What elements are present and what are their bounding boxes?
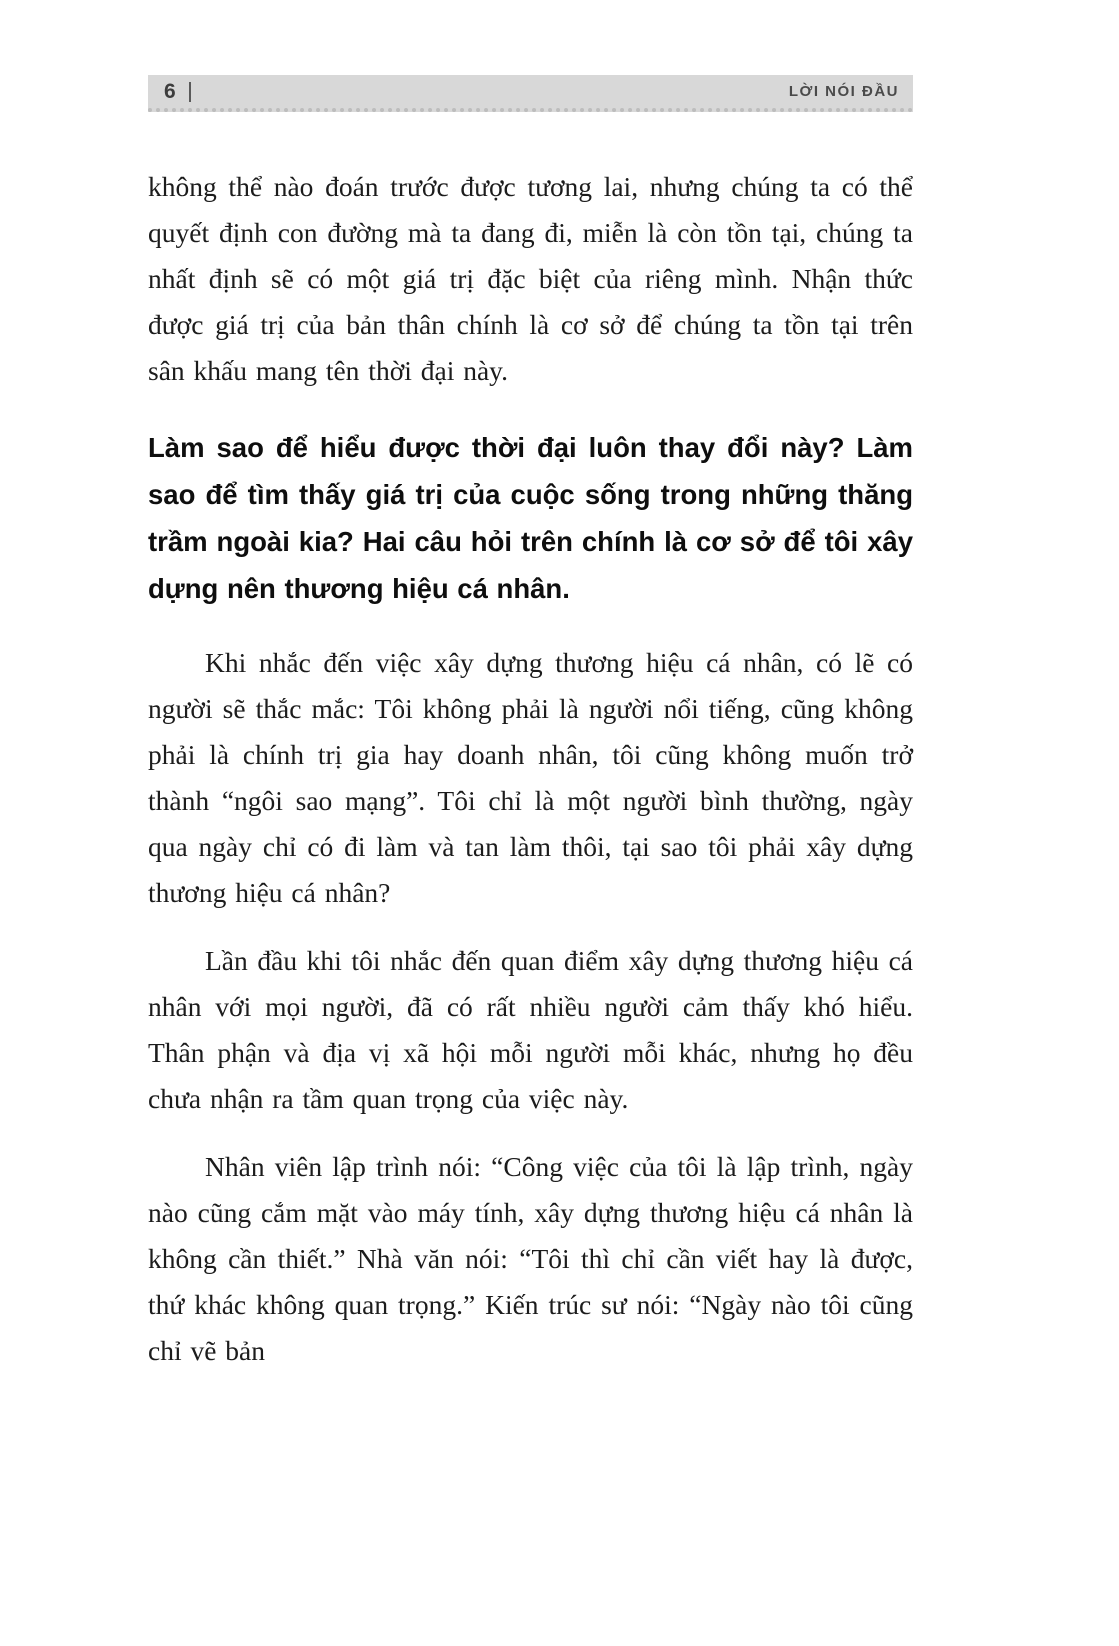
paragraph-continuation: không thể nào đoán trước được tương lai, nhưng chúng ta có thể quyết định con đường mà ta đang đi, miễn là còn tồn tại, chúng ta nhất định sẽ có một giá trị đặc biệt của riêng mình. Nhận thức được giá trị của bản thân chính là cơ sở để chúng ta tồn tại trên sân khấu mang tên thời đại này.: [148, 171, 913, 386]
header-divider: [189, 82, 191, 102]
emphasis-paragraph: Làm sao để hiểu được thời đại luôn thay đổi này? Làm sao để tìm thấy giá trị của cuộc sống trong những thăng trầm ngoài kia? Hai câu hỏi trên chính là cơ sở để tôi xây dựng nên thương hiệu cá nhân.: [148, 432, 913, 604]
running-header-title: LỜI NÓI ĐẦU: [788, 83, 899, 100]
paragraph: Lần đầu khi tôi nhắc đến quan điểm xây dựng thương hiệu cá nhân với mọi người, đã có rất nhiều người cảm thấy khó hiểu. Thân phận và địa vị xã hội mỗi người mỗi khác, nhưng họ đều chưa nhận ra tầm quan trọng của việc này.: [148, 945, 913, 1114]
paragraph: Nhân viên lập trình nói: “Công việc của tôi là lập trình, ngày nào cũng cắm mặt vào máy tính, xây dựng thương hiệu cá nhân là không cần thiết.” Nhà văn nói: “Tôi thì chỉ cần viết hay là được, thứ khác không quan trọng.” Kiến trúc sư nói: “Ngày nào tôi cũng chỉ vẽ bản: [148, 1151, 913, 1366]
paragraph: Khi nhắc đến việc xây dựng thương hiệu cá nhân, có lẽ có người sẽ thắc mắc: Tôi không phải là người nổi tiếng, cũng không phải là chính trị gia hay doanh nhân, tôi cũng không muốn trở thành “ngôi sao mạng”. Tôi chỉ là một người bình thường, ngày qua ngày chỉ có đi làm và tan làm thôi, tại sao tôi phải xây dựng thương hiệu cá nhân?: [148, 647, 913, 908]
page-number: 6: [164, 79, 177, 103]
page-header: [148, 75, 913, 112]
page-content: [148, 75, 913, 1374]
text-block: [148, 164, 913, 1374]
